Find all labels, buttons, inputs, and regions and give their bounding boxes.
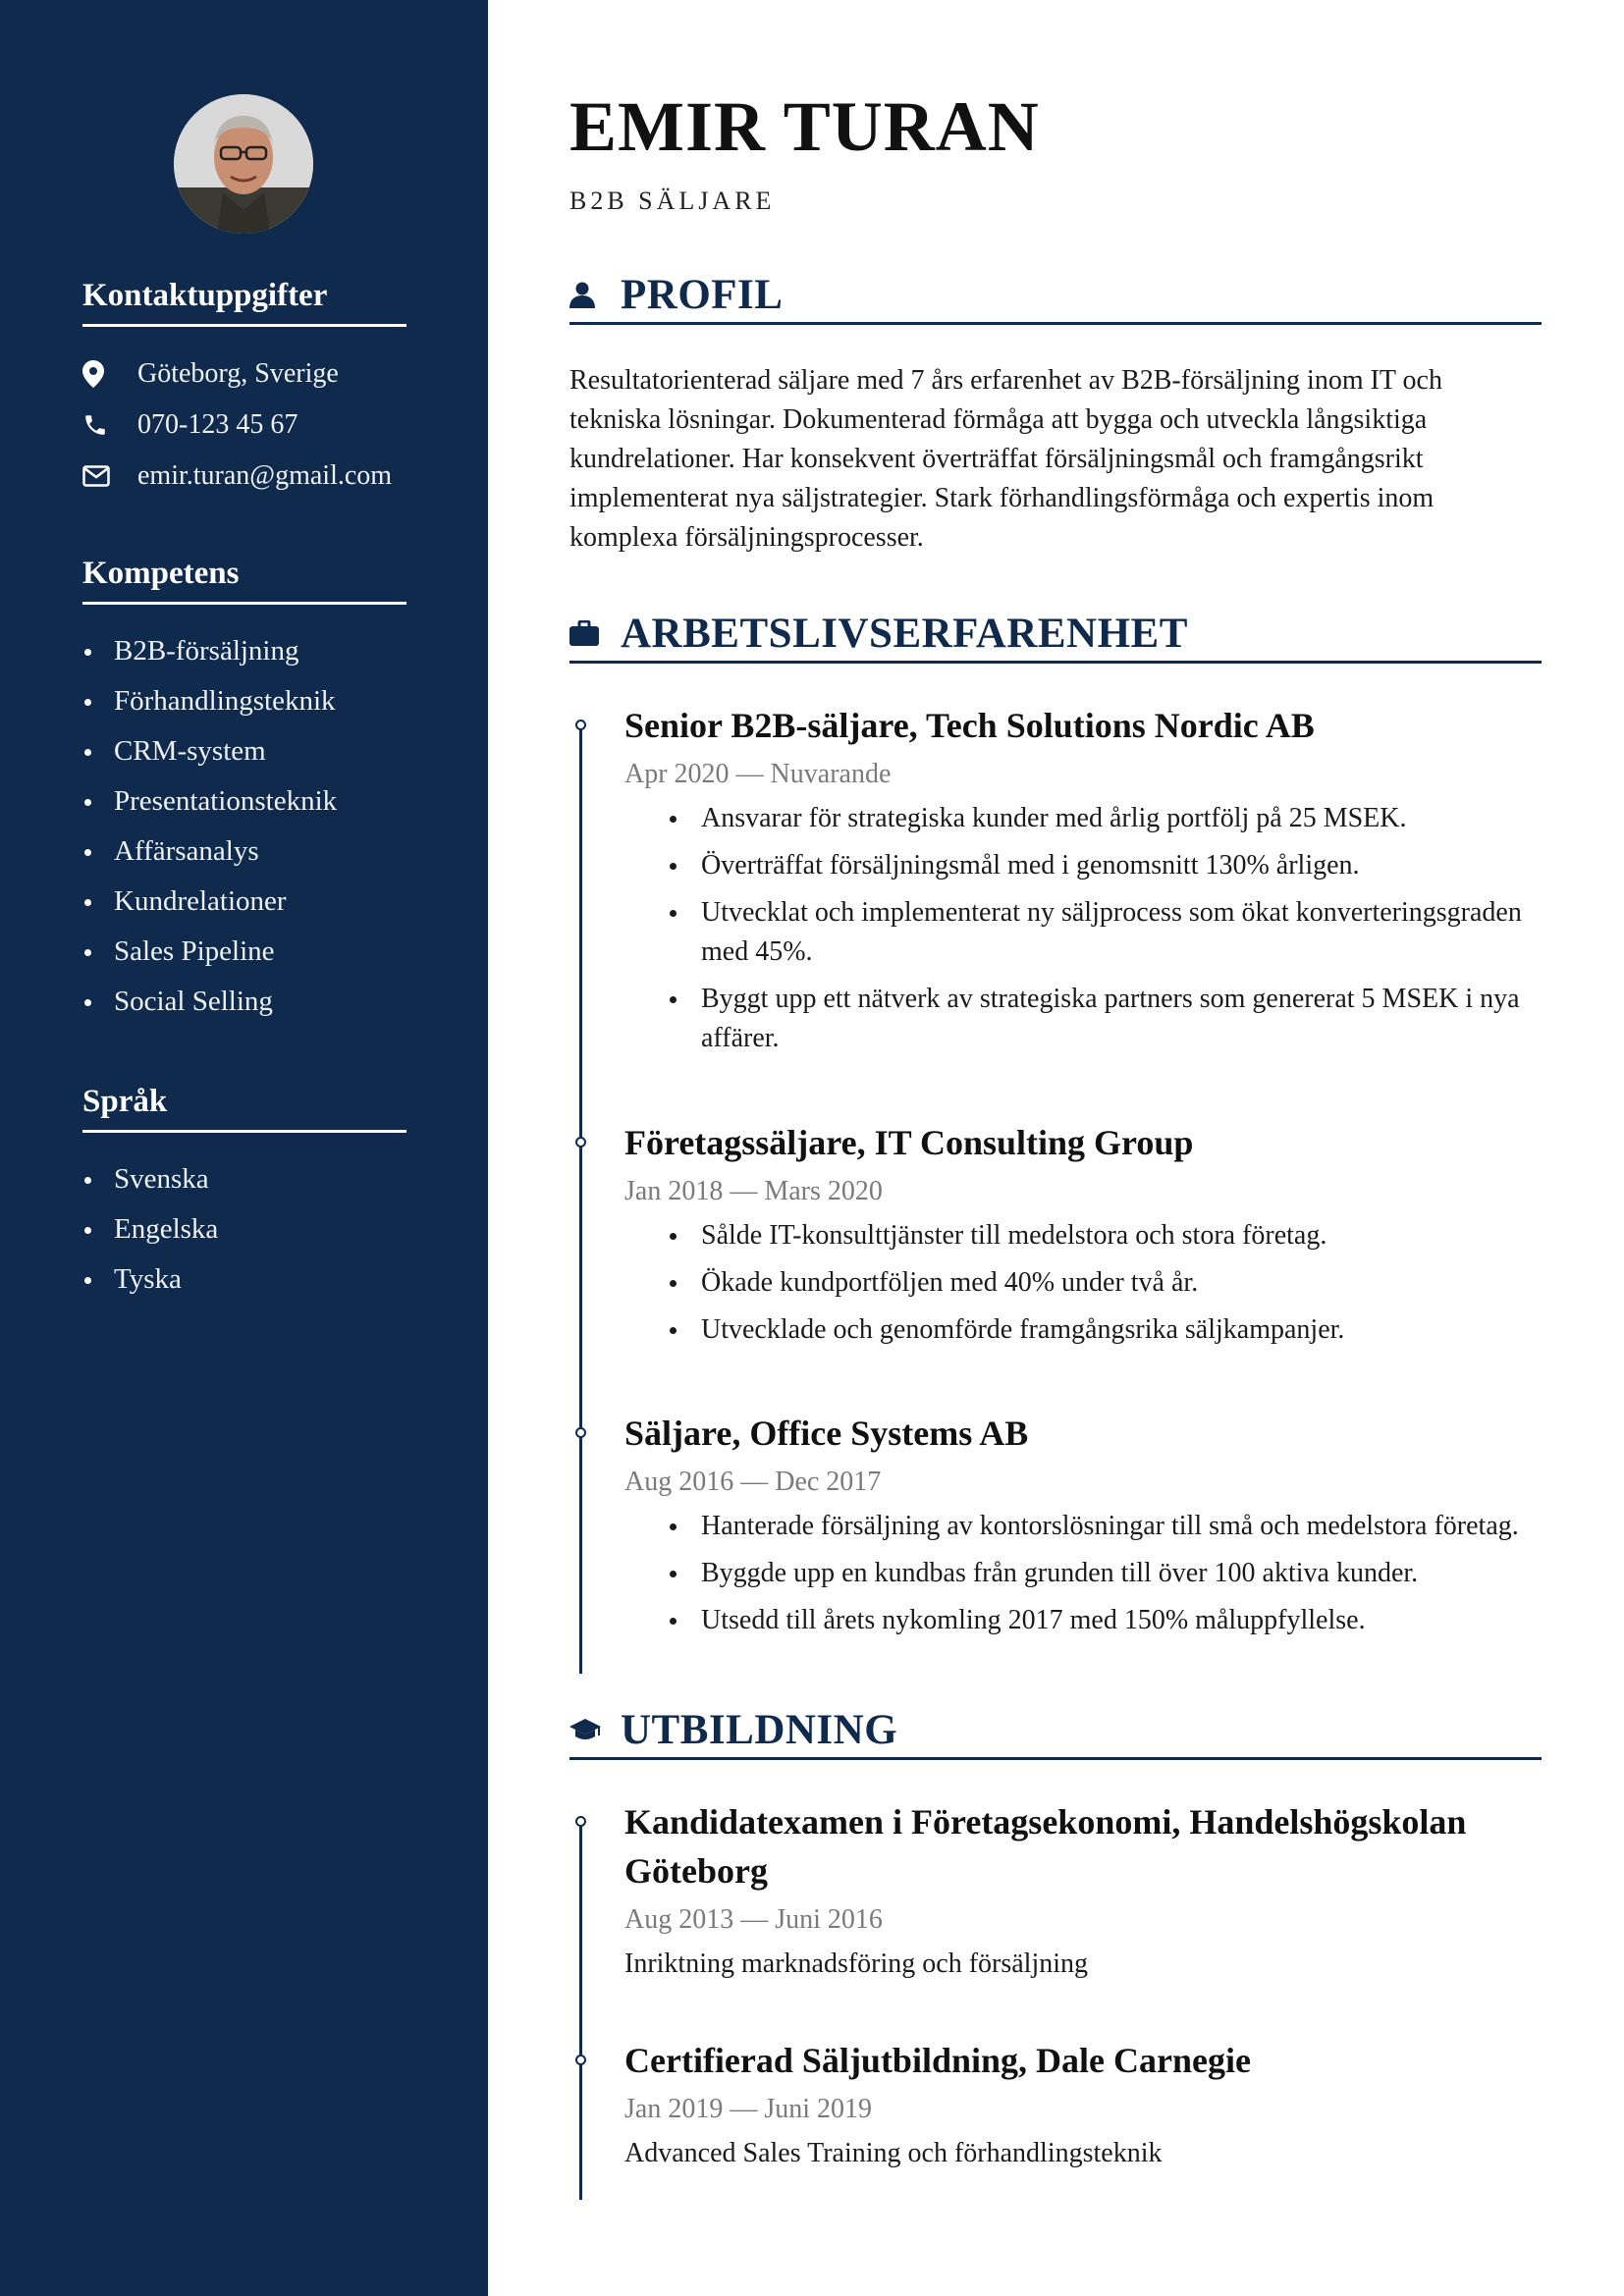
- job-bullet: Utsedd till årets nykomling 2017 med 150% måluppfyllelse.: [624, 1601, 1547, 1640]
- contact-section: [82, 278, 406, 502]
- job-bullets: [624, 1216, 1547, 1350]
- job-title: Säljare, Office Systems AB: [624, 1414, 1029, 1453]
- skills-section: [82, 556, 406, 1027]
- profile-text: Resultatorienterad säljare med 7 års erfarenhet av B2B-försäljning inom IT och tekniska lösningar. Dokumenterad förmåga att bygga och utveckla långsiktiga kundrelationer. Har konsekvent överträffat försäljningsmål och framgångsrikt implementerat nya säljstrategier. Stark förhandlingsförmåga och expertis inom komplexa försäljningsprocesser.: [569, 365, 1442, 553]
- job-date: Apr 2020 — Nuvarande: [624, 759, 892, 789]
- job-date: Aug 2016 — Dec 2017: [624, 1467, 882, 1497]
- skill-item: Presentationsteknik: [82, 776, 406, 827]
- language-item: Engelska: [82, 1204, 406, 1255]
- job-entry: [624, 701, 1547, 1066]
- job-bullet: Ökade kundportföljen med 40% under två år.: [624, 1263, 1547, 1303]
- phone-text: 070-123 45 67: [137, 409, 298, 440]
- education-timeline: [579, 1823, 582, 2200]
- profile-photo: [174, 94, 313, 234]
- person-title: B2B SÄLJARE: [569, 187, 776, 215]
- job-bullet: Byggt upp ett nätverk av strategiska partners som genererat 5 MSEK i nya affärer.: [624, 980, 1547, 1058]
- education-header: [569, 1702, 1542, 1760]
- location-pin-icon: [82, 360, 137, 388]
- briefcase-icon: [569, 620, 621, 646]
- timeline-node: [575, 1137, 586, 1148]
- avatar: [174, 94, 313, 234]
- sidebar: [0, 0, 488, 2296]
- skill-item: Kundrelationer: [82, 877, 406, 927]
- email-text: emir.turan@gmail.com: [137, 460, 393, 491]
- job-title: Företagssäljare, IT Consulting Group: [624, 1123, 1194, 1162]
- email-icon: [82, 465, 137, 487]
- job-bullet: Utvecklade och genomförde framgångsrika säljkampanjer.: [624, 1310, 1547, 1350]
- phone-icon: [82, 412, 137, 438]
- profile-header: [569, 267, 1542, 325]
- job-entry: [624, 1118, 1547, 1358]
- education-title: Kandidatexamen i Företagsekonomi, Handelshögskolan Göteborg: [624, 1802, 1467, 1891]
- person-name: EMIR TURAN: [569, 87, 1040, 166]
- education-entry: [624, 2036, 1547, 2173]
- language-item: Tyska: [82, 1255, 406, 1305]
- timeline-node: [575, 1816, 586, 1827]
- languages-list: [82, 1154, 406, 1305]
- education-desc: Inriktning marknadsföring och försäljning: [624, 1949, 1089, 1979]
- job-date: Jan 2018 — Mars 2020: [624, 1176, 883, 1206]
- skills-heading: Kompetens: [82, 556, 406, 605]
- languages-section: [82, 1084, 406, 1305]
- contact-location: [82, 348, 406, 400]
- job-bullets: [624, 799, 1547, 1058]
- skill-item: Social Selling: [82, 977, 406, 1027]
- experience-timeline: [579, 726, 582, 1674]
- skill-item: B2B-försäljning: [82, 626, 406, 676]
- experience-heading: ARBETSLIVSERFARENHET: [621, 610, 1188, 657]
- education-title: Certifierad Säljutbildning, Dale Carnegie: [624, 2041, 1251, 2080]
- job-bullet: Byggde upp en kundbas från grunden till över 100 aktiva kunder.: [624, 1554, 1547, 1593]
- skill-item: Förhandlingsteknik: [82, 676, 406, 726]
- skill-item: Affärsanalys: [82, 827, 406, 877]
- job-title: Senior B2B-säljare, Tech Solutions Nordic AB: [624, 706, 1315, 745]
- skills-list: [82, 626, 406, 1027]
- job-bullet: Överträffat försäljningsmål med i genomsnitt 130% årligen.: [624, 846, 1547, 885]
- job-bullet: Ansvarar för strategiska kunder med årlig portfölj på 25 MSEK.: [624, 799, 1547, 838]
- skill-item: Sales Pipeline: [82, 927, 406, 977]
- job-bullets: [624, 1507, 1547, 1640]
- job-bullet: Sålde IT-konsulttjänster till medelstora och stora företag.: [624, 1216, 1547, 1255]
- experience-header: [569, 606, 1542, 664]
- education-desc: Advanced Sales Training och förhandlingsteknik: [624, 2138, 1163, 2168]
- contact-email[interactable]: [82, 451, 406, 502]
- contact-phone[interactable]: [82, 400, 406, 451]
- location-text: Göteborg, Sverige: [137, 358, 339, 389]
- job-entry: [624, 1409, 1547, 1648]
- job-bullet: Utvecklat och implementerat ny säljprocess som ökat konverteringsgraden med 45%.: [624, 893, 1547, 972]
- profile-heading: PROFIL: [621, 271, 784, 318]
- job-bullet: Hanterade försäljning av kontorslösningar till små och medelstora företag.: [624, 1507, 1547, 1546]
- graduation-cap-icon: [569, 1717, 621, 1742]
- contact-heading: Kontaktuppgifter: [82, 278, 406, 327]
- languages-heading: Språk: [82, 1084, 406, 1133]
- timeline-node: [575, 2055, 586, 2065]
- education-date: Jan 2019 — Juni 2019: [624, 2094, 872, 2124]
- timeline-node: [575, 1427, 586, 1438]
- language-item: Svenska: [82, 1154, 406, 1204]
- skill-item: CRM-system: [82, 726, 406, 776]
- education-heading: UTBILDNING: [621, 1706, 898, 1753]
- education-entry: [624, 1797, 1547, 1984]
- timeline-node: [575, 720, 586, 730]
- education-date: Aug 2013 — Juni 2016: [624, 1904, 883, 1935]
- person-icon: [569, 281, 621, 308]
